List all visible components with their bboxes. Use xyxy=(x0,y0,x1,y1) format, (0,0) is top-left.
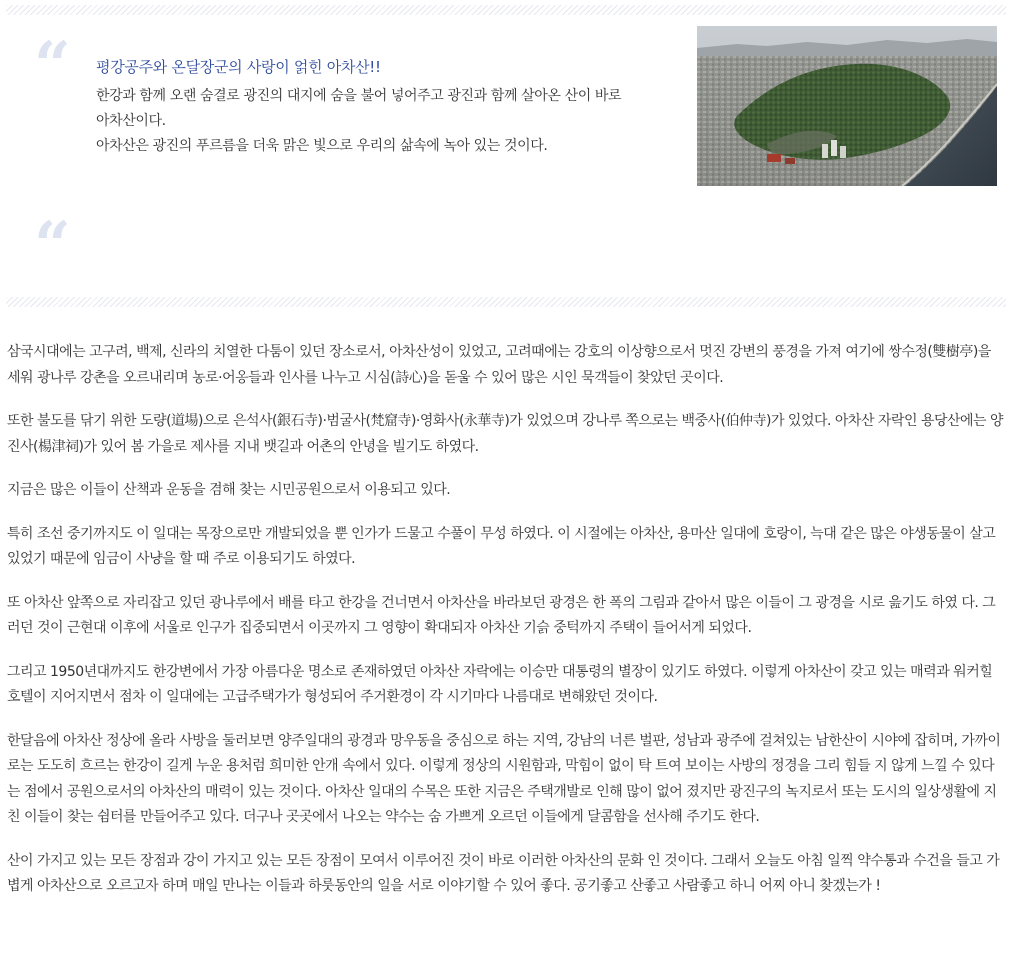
paragraph: 특히 조선 중기까지도 이 일대는 목장으로만 개발되었을 뿐 인가가 드물고 수풀이 무성 하였다. 이 시절에는 아차산, 용마산 일대에 호랑이, 늑대 같은 많은 야생동물이 살고 있었기 때문에 임금이 사냥을 할 때 주로 이용되기도 하였다. xyxy=(7,525,996,567)
intro-line: 한강과 함께 오랜 숨결로 광진의 대지에 숨을 불어 넣어주고 광진과 함께 살아온 산이 바로 xyxy=(96,88,622,104)
paragraph: 또 아차산 앞쪽으로 자리잡고 있던 광나루에서 배를 타고 한강을 건너면서 아차산을 바라보던 광경은 한 폭의 그림과 같아서 많은 이들이 그 광경을 시로 읊기도 하였 다. 그러던 것이 근현대 이후에 서울로 인구가 집중되면서 이곳까지 그 영향이 확대되자 아차산 기슭 중턱까지 주택이 들어서게 되었다. xyxy=(7,594,996,636)
paragraph: 한달음에 아차산 정상에 올라 사방을 둘러보면 양주일대의 광경과 망우동을 중심으로 하는 지역, 강남의 너른 벌판, 성남과 광주에 걸쳐있는 남한산이 시야에 잡히며, 가까이로는 도도히 흐르는 한강이 길게 누운 용처럼 희미한 안개 속에서 있다. 이렇게 정상의 시원함과, 막힘이 없이 탁 트여 보이는 사방의 정경을 그리 힘들 지 않게 느낄 수 있다는 점에서 공원으로서의 아차산의 매력이 있는 것이다. 아차산 일대의 수목은 또한 지금은 주택개발로 인해 많이 없어 졌지만 광진구의 녹지로서 또는 도시의 일상생활에 지친 이들이 찾는 쉼터를 만들어주고 있다. 더구나 곳곳에서 나오는 약수는 숨 가쁘게 오르던 이들에게 달콤함을 선사해 주기도 한다. xyxy=(7,732,1001,825)
intro-line: 아차산은 광진의 푸르름을 더욱 맑은 빛으로 우리의 삶속에 녹아 있는 것이다. xyxy=(96,138,548,154)
bottom-divider xyxy=(6,297,1006,307)
aerial-photo-image xyxy=(697,26,997,186)
paragraph: 산이 가지고 있는 모든 장점과 강이 가지고 있는 모든 장점이 모여서 이루어진 것이 바로 이러한 아차산의 문화 인 것이다. 그래서 오늘도 아침 일찍 약수통과 수건을 들고 가볍게 아차산으로 오르고자 하며 매일 만나는 이들과 하룻동안의 일을 서로 이야기할 수 있어 좋다. 공기좋고 산좋고 사람좋고 하니 어찌 아니 찾겠는가 ! xyxy=(7,852,1000,894)
paragraph: 지금은 많은 이들이 산책과 운동을 겸해 찾는 시민공원으로서 이용되고 있다. xyxy=(7,482,451,498)
close-quote-icon: “ xyxy=(34,208,71,283)
open-quote-icon: “ xyxy=(34,28,71,103)
article-body xyxy=(7,340,1007,918)
intro-section xyxy=(96,56,686,159)
intro-line: 아차산이다. xyxy=(96,113,166,129)
aerial-photo xyxy=(697,26,997,186)
paragraph: 또한 불도를 닦기 위한 도량(道場)으로 은석사(銀石寺)·범굴사(梵窟寺)·영화사(永華寺)가 있었으며 강나루 쪽으로는 백중사(伯仲寺)가 있었다. 아차산 자락인 용당산에는 양진사(楊津祠)가 있어 봄 가을로 제사를 지내 뱃길과 어촌의 안녕을 빌기도 하였다. xyxy=(7,413,1004,455)
top-divider xyxy=(6,5,1006,15)
paragraph: 삼국시대에는 고구려, 백제, 신라의 치열한 다툼이 있던 장소로서, 아차산성이 있었고, 고려때에는 강호의 이상향으로서 멋진 강변의 풍경을 가져 여기에 쌍수정(雙樹亭)을 세워 광나루 강촌을 오르내리며 농로·어옹들과 인사를 나누고 시심(詩心)을 돋울 수 있어 많은 시인 묵객들이 찾았던 곳이다. xyxy=(7,344,991,386)
paragraph: 그리고 1950년대까지도 한강변에서 가장 아름다운 명소로 존재하였던 아차산 자락에는 이승만 대통령의 별장이 있기도 하였다. 이렇게 아차산이 갖고 있는 매력과 워커힐 호텔이 지어지면서 점차 이 일대에는 고급주택가가 형성되어 주거환경이 각 시기마다 나름대로 변해왔던 것이다. xyxy=(7,663,993,705)
intro-title: 평강공주와 온달장군의 사랑이 얽힌 아차산!! xyxy=(96,58,381,76)
